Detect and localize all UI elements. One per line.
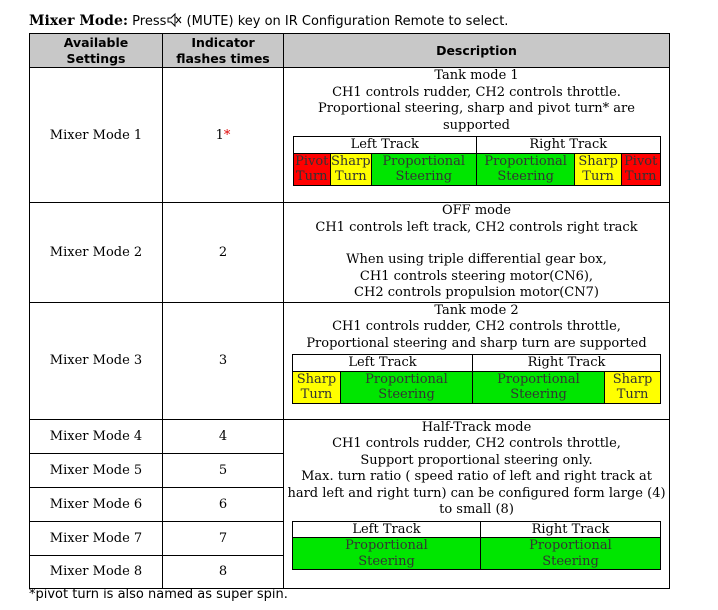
header-available-settings: Available Settings — [30, 34, 163, 68]
table-row — [30, 302, 670, 419]
mode-cell: Mixer Mode 8 — [30, 555, 163, 588]
left-track-label: Left Track — [293, 521, 481, 538]
sharp-turn-cell: Sharp Turn — [292, 371, 340, 403]
flash-count-cell: 1* — [163, 68, 284, 203]
description-cell: Tank mode 2 CH1 controls rudder, CH2 controls throttle, Proportional steering and sharp turn are supported Left Track Right Track Sharp Turn Proportional Steering Proportional Steering Sharp Turn — [284, 302, 670, 419]
mode-cell: Mixer Mode 3 — [30, 302, 163, 419]
right-track-label: Right Track — [481, 521, 661, 538]
proportional-steering-cell: Proportional Steering — [340, 371, 472, 403]
mode-cell: Mixer Mode 4 — [30, 419, 163, 453]
mixer-mode-label: Mixer Mode: — [29, 13, 129, 29]
instruction-line — [29, 12, 508, 29]
flash-count-cell: 7 — [163, 521, 284, 555]
mode-cell: Mixer Mode 6 — [30, 487, 163, 521]
left-track-label: Left Track — [292, 355, 472, 372]
flash-count-cell: 2 — [163, 203, 284, 303]
table-header-row — [30, 34, 670, 68]
flash-count-cell: 6 — [163, 487, 284, 521]
footnote: *pivot turn is also named as super spin. — [29, 587, 288, 602]
instruction-text: (MUTE) key on IR Configuration Remote to select. — [186, 14, 509, 29]
track-table — [292, 521, 661, 571]
mode-cell: Mixer Mode 7 — [30, 521, 163, 555]
proportional-steering-cell: Proportional Steering — [371, 153, 476, 185]
description-cell: Half-Track mode CH1 controls rudder, CH2 controls throttle, Support proportional steering only. Max. turn ratio ( speed ratio of left and right track at hard left and right turn) can be configured form large (4) to small (8) Left Track Right Track Proportional Steering Proportional Steering — [284, 419, 670, 588]
track-table — [293, 136, 661, 186]
table-row — [30, 68, 670, 203]
flash-count-cell: 3 — [163, 302, 284, 419]
mute-icon — [166, 12, 182, 28]
flash-count-cell: 5 — [163, 453, 284, 487]
description-cell: Tank mode 1 CH1 controls rudder, CH2 controls throttle. Proportional steering, sharp and pivot turn* are supported Left Track Right Track Pivot Turn Sharp Turn Proportional Steering Proportional Steering Sharp Turn Pivot Turn — [284, 68, 670, 203]
flash-count-cell: 4 — [163, 419, 284, 453]
sharp-turn-cell: Sharp Turn — [575, 153, 622, 185]
track-table — [292, 354, 661, 404]
press-text: Press — [132, 14, 167, 29]
right-track-label: Right Track — [473, 355, 661, 372]
pivot-turn-cell: Pivot Turn — [621, 153, 660, 185]
sharp-turn-cell: Sharp Turn — [605, 371, 661, 403]
proportional-steering-cell: Proportional Steering — [476, 153, 574, 185]
proportional-steering-cell: Proportional Steering — [293, 538, 481, 570]
proportional-steering-cell: Proportional Steering — [473, 371, 605, 403]
mode-cell: Mixer Mode 5 — [30, 453, 163, 487]
pivot-turn-cell: Pivot Turn — [293, 153, 331, 185]
mode-cell: Mixer Mode 1 — [30, 68, 163, 203]
header-description: Description — [284, 34, 670, 68]
table-row — [30, 203, 670, 303]
table-row — [30, 419, 670, 453]
left-track-label: Left Track — [293, 137, 476, 154]
description-cell: OFF mode CH1 controls left track, CH2 controls right track When using triple differential gear box, CH1 controls steering motor(CN6), CH2 controls propulsion motor(CN7) — [284, 203, 670, 303]
header-indicator: Indicator flashes times — [163, 34, 284, 68]
mode-cell: Mixer Mode 2 — [30, 203, 163, 303]
mixer-mode-table — [29, 33, 670, 589]
flash-count-cell: 8 — [163, 555, 284, 588]
proportional-steering-cell: Proportional Steering — [481, 538, 661, 570]
right-track-label: Right Track — [476, 137, 660, 154]
sharp-turn-cell: Sharp Turn — [331, 153, 371, 184]
